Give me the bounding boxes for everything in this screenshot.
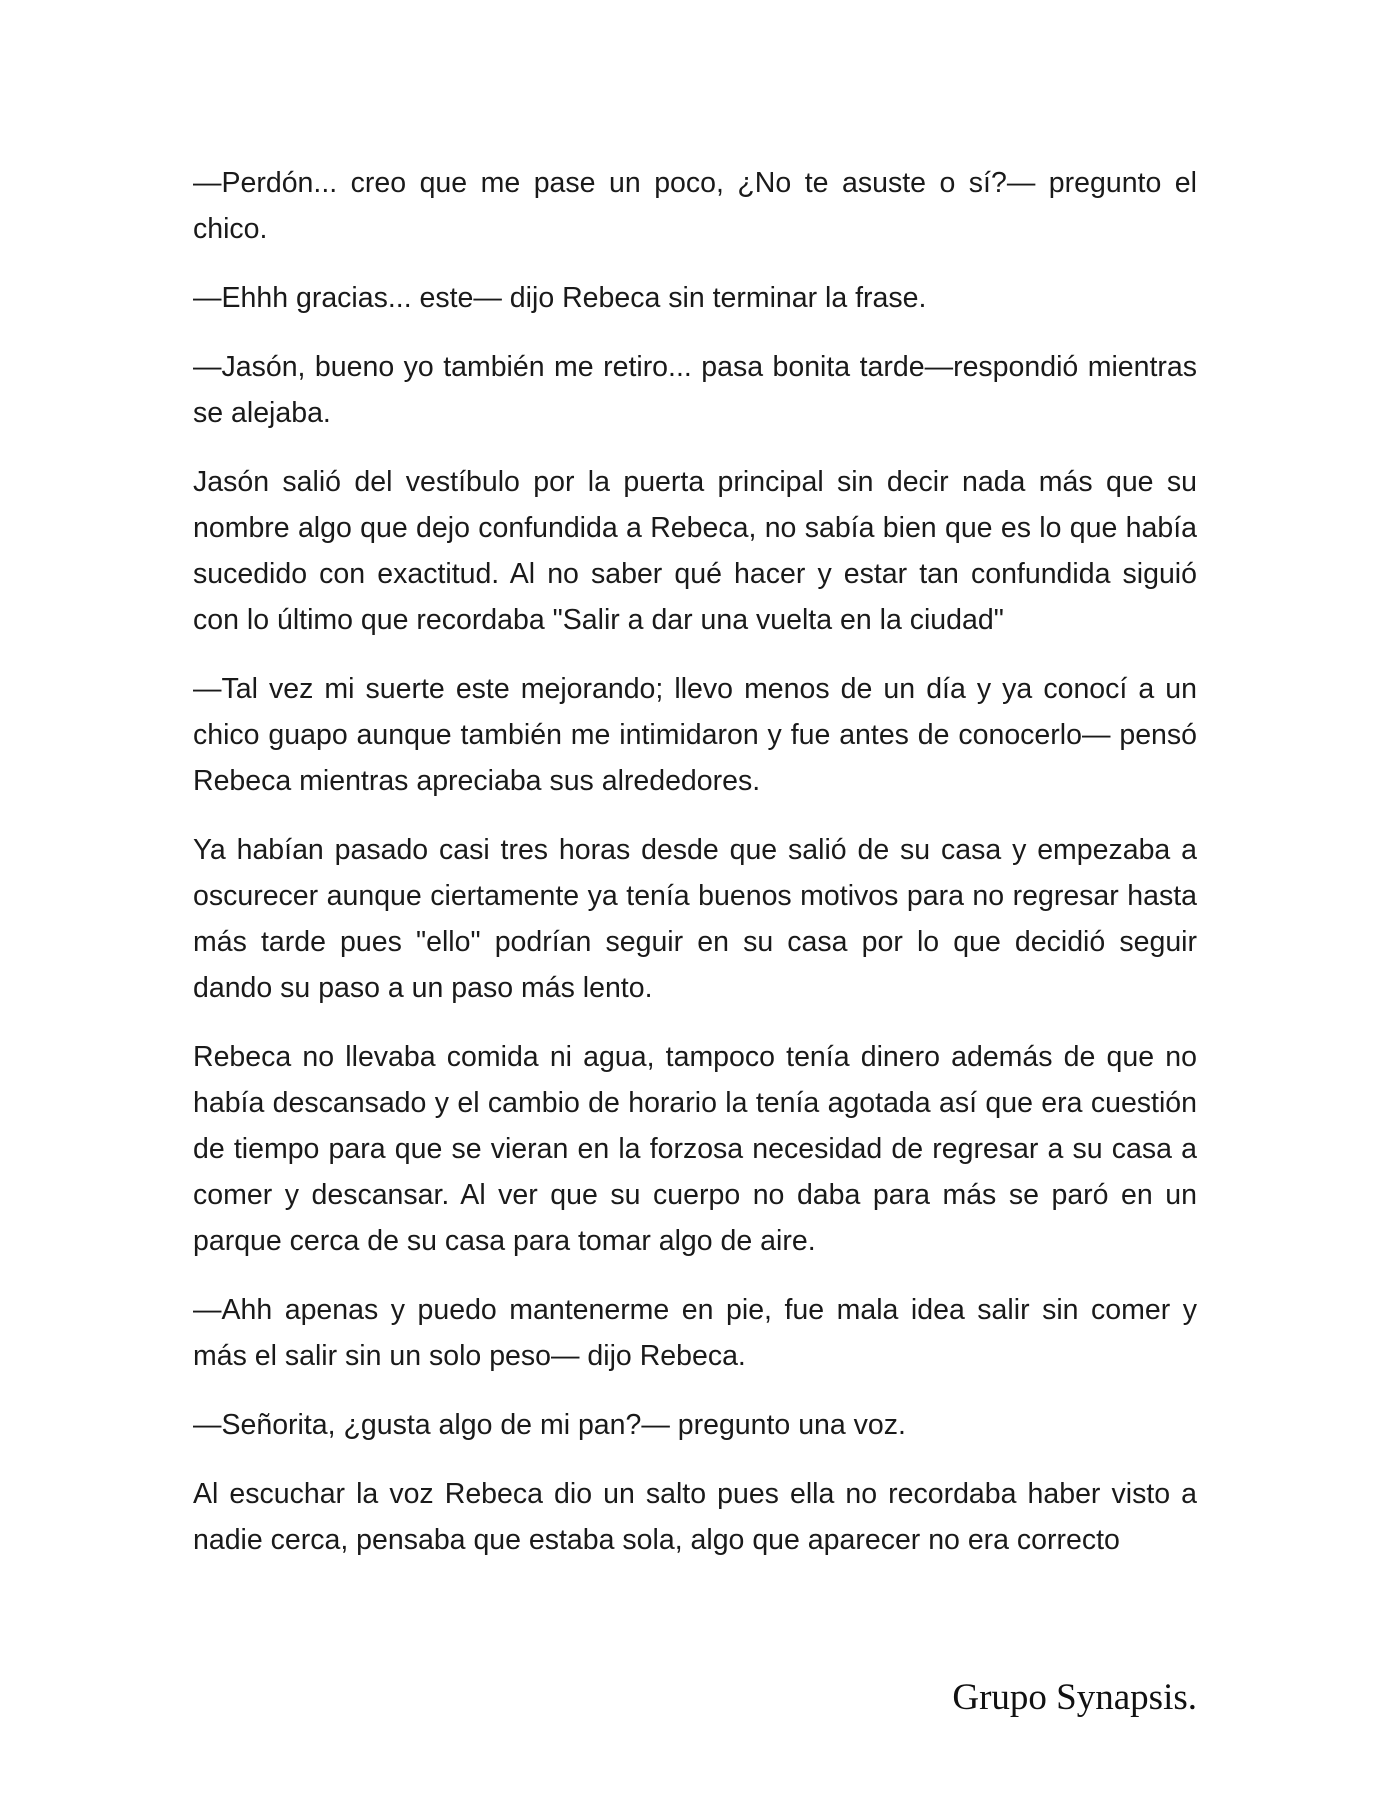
paragraph: —Jasón, bueno yo también me retiro... pasa bonita tarde—respondió mientras se alejaba.: [193, 351, 1197, 429]
paragraph: Jasón salió del vestíbulo por la puerta principal sin decir nada más que su nombre algo que dejo confundida a Rebeca, no sabía bien que es lo que había sucedido con exactitud. Al no saber qué hacer y estar tan confundida siguió con lo último que recordaba "Salir a dar una vuelta en la ciudad": [193, 466, 1197, 636]
body-text: [193, 160, 1197, 1586]
paragraph: Ya habían pasado casi tres horas desde que salió de su casa y empezaba a oscurecer aunque ciertamente ya tenía buenos motivos para no regresar hasta más tarde pues "ello" podrían seguir en su casa por lo que decidió seguir dando su paso a un paso más lento.: [193, 834, 1197, 1004]
paragraph: Al escuchar la voz Rebeca dio un salto pues ella no recordaba haber visto a nadie cerca, pensaba que estaba sola, algo que aparecer no era correcto: [193, 1478, 1197, 1556]
paragraph: —Tal vez mi suerte este mejorando; llevo menos de un día y ya conocí a un chico guapo aunque también me intimidaron y fue antes de conocerlo— pensó Rebeca mientras apreciaba sus alrededores.: [193, 673, 1197, 797]
publisher-signature: Grupo Synapsis.: [952, 1677, 1197, 1718]
paragraph: —Ahh apenas y puedo mantenerme en pie, fue mala idea salir sin comer y más el salir sin un solo peso— dijo Rebeca.: [193, 1294, 1197, 1372]
paragraph: —Ehhh gracias... este— dijo Rebeca sin terminar la frase.: [193, 282, 927, 314]
paragraph: Rebeca no llevaba comida ni agua, tampoco tenía dinero además de que no había descansado y el cambio de horario la tenía agotada así que era cuestión de tiempo para que se vieran en la forzosa necesidad de regresar a su casa a comer y descansar. Al ver que su cuerpo no daba para más se paró en un parque cerca de su casa para tomar algo de aire.: [193, 1041, 1197, 1257]
paragraph: —Señorita, ¿gusta algo de mi pan?— pregunto una voz.: [193, 1409, 906, 1441]
paragraph: —Perdón... creo que me pase un poco, ¿No te asuste o sí?— pregunto el chico.: [193, 167, 1197, 245]
